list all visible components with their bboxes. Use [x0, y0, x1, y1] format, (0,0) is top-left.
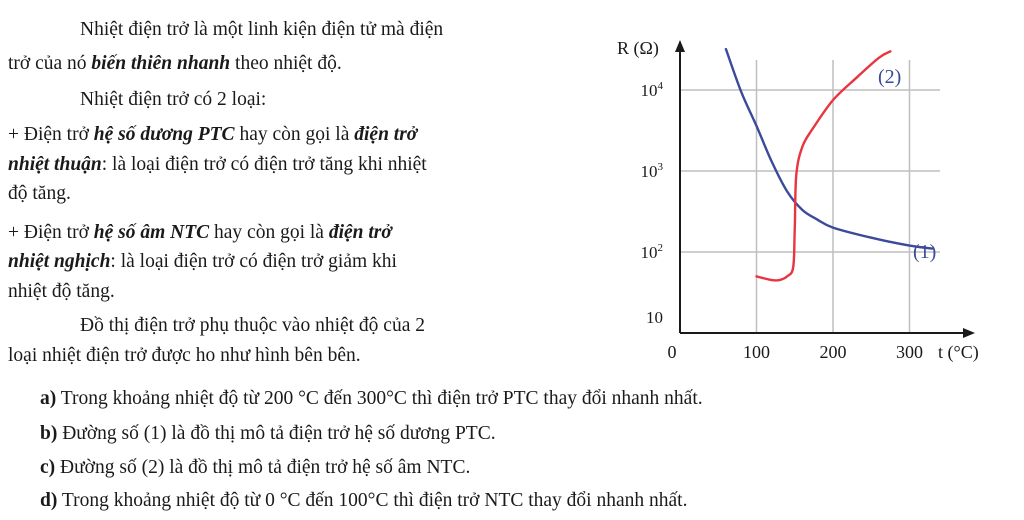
graph-intro-line-2: loại nhiệt điện trở được ho như hình bên bên.: [8, 345, 361, 366]
ntc-line-3: nhiệt độ tăng.: [8, 281, 115, 302]
y-axis-title: R (Ω): [617, 38, 659, 58]
x-tick-label-300: 300: [896, 342, 923, 362]
intro-line-1: Nhiệt điện trở là một linh kiện điện tử mà điện: [80, 19, 444, 40]
y-tick-label-3: $10^3$: [640, 161, 663, 181]
x-axis-arrow: [963, 328, 975, 338]
ptc-line-1: + Điện trở hệ số dương PTC hay còn gọi là điện trở: [8, 124, 418, 145]
x-tick-label-100: 100: [743, 342, 770, 362]
graph-intro-line-1: Đồ thị điện trở phụ thuộc vào nhiệt độ của 2: [80, 315, 425, 336]
series-label-1: (1): [913, 241, 937, 263]
types-heading: Nhiệt điện trở có 2 loại:: [80, 89, 267, 110]
y-tick-label-4: $10^4$: [640, 80, 663, 100]
ptc-line-3: độ tăng.: [8, 183, 71, 204]
y-axis-arrow: [675, 40, 685, 52]
y-tick-label-1: 10: [646, 308, 663, 327]
intro-line-2: trở của nó biến thiên nhanh theo nhiệt độ.: [8, 53, 342, 74]
ntc-line-2: nhiệt nghịch: là loại điện trở có điện trở giảm khi: [8, 251, 397, 272]
x-tick-label-200: 200: [819, 342, 847, 362]
ptc-line-2: nhiệt thuận: là loại điện trở có điện trở tăng khi nhiệt: [8, 154, 427, 175]
question-d: d) Trong khoảng nhiệt độ từ 0 °C đến 100°C thì điện trở NTC thay đổi nhanh nhất.: [40, 490, 688, 511]
y-tick-label-2: $10^2$: [640, 242, 663, 262]
question-c: c) Đường số (2) là đồ thị mô tả điện trở hệ số âm NTC.: [40, 457, 471, 478]
chart-labels: [617, 38, 979, 363]
question-a: a) Trong khoảng nhiệt độ từ 200 °C đến 300°C thì điện trở PTC thay đổi nhanh nhất.: [40, 388, 703, 409]
chart-grid: [680, 60, 940, 333]
question-b: b) Đường số (1) là đồ thị mô tả điện trở hệ số dương PTC.: [40, 423, 496, 444]
series-label-2: (2): [878, 66, 902, 88]
chart-axes: [675, 40, 975, 338]
ntc-line-1: + Điện trở hệ số âm NTC hay còn gọi là điện trở: [8, 222, 392, 243]
x-axis-title: t (°C): [938, 342, 979, 362]
series-line-2: [757, 51, 891, 280]
x-tick-label-0: 0: [667, 342, 677, 362]
